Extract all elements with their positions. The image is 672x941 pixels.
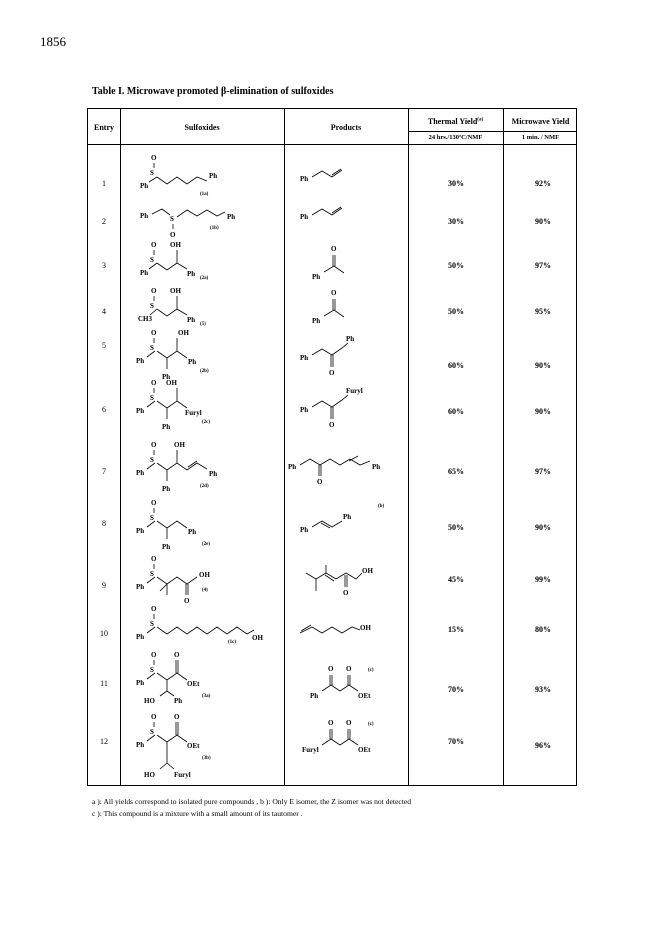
svg-text:HO: HO	[144, 771, 155, 779]
product-structure	[300, 711, 400, 771]
sulfoxide-structure	[130, 151, 270, 203]
thermal-yield: 45%	[448, 575, 464, 584]
table-row	[88, 239, 578, 289]
svg-text:OEt: OEt	[358, 746, 371, 754]
thermal-yield: 70%	[448, 685, 464, 694]
header-thermal	[408, 117, 503, 126]
svg-text:Ph: Ph	[346, 335, 355, 343]
svg-text:(b): (b)	[378, 504, 385, 509]
entry-number: 7	[102, 467, 106, 476]
svg-text:Ph: Ph	[140, 182, 149, 190]
svg-text:Ph: Ph	[372, 463, 381, 471]
svg-text:Ph: Ph	[136, 407, 145, 415]
svg-text:Ph: Ph	[162, 423, 171, 431]
svg-text:O: O	[328, 719, 334, 727]
svg-text:Ph: Ph	[187, 270, 196, 278]
svg-text:S: S	[150, 514, 154, 522]
product-structure	[300, 151, 400, 201]
header-products: Products	[330, 123, 362, 132]
svg-text:O: O	[151, 713, 157, 721]
svg-text:(3a): (3a)	[202, 694, 211, 699]
svg-text:S: S	[150, 620, 154, 628]
svg-text:S: S	[150, 570, 154, 578]
microwave-yield: 80%	[535, 625, 551, 634]
svg-text:S: S	[170, 215, 174, 223]
entry-number: 5	[102, 341, 106, 350]
microwave-yield: 90%	[535, 361, 551, 370]
entry-number: 2	[102, 217, 106, 226]
product-structure	[288, 439, 408, 497]
svg-text:S: S	[150, 169, 154, 177]
product-structure	[300, 285, 400, 333]
svg-text:O: O	[329, 421, 335, 429]
svg-text:O: O	[331, 245, 337, 253]
entry-number: 9	[102, 581, 106, 590]
svg-text:OH: OH	[360, 624, 371, 632]
microwave-yield: 90%	[535, 407, 551, 416]
svg-text:Ph: Ph	[312, 317, 321, 325]
thermal-yield: 70%	[448, 737, 464, 746]
product-structure	[300, 603, 410, 655]
svg-text:S: S	[150, 256, 154, 264]
svg-text:Furyl: Furyl	[185, 409, 202, 417]
thermal-yield: 60%	[448, 407, 464, 416]
sulfoxide-structure	[130, 649, 270, 711]
svg-text:O: O	[331, 289, 337, 297]
svg-text:Furyl: Furyl	[302, 746, 319, 754]
svg-text:OEt: OEt	[358, 692, 371, 700]
svg-text:Ph: Ph	[300, 175, 309, 183]
product-structure	[300, 497, 400, 553]
svg-text:O: O	[170, 231, 176, 239]
svg-text:OEt: OEt	[187, 680, 200, 688]
table-row	[88, 497, 578, 553]
svg-text:O: O	[174, 713, 180, 721]
header-subrule	[408, 131, 576, 132]
thermal-yield: 50%	[448, 523, 464, 532]
microwave-yield: 93%	[535, 685, 551, 694]
svg-text:S: S	[150, 456, 154, 464]
svg-text:OH: OH	[252, 634, 263, 642]
svg-text:Ph: Ph	[187, 316, 196, 324]
svg-text:Ph: Ph	[288, 463, 297, 471]
svg-text:OH: OH	[166, 379, 177, 387]
table-row	[88, 711, 578, 783]
svg-text:OH: OH	[362, 567, 373, 575]
thermal-yield: 30%	[448, 217, 464, 226]
svg-text:O: O	[151, 329, 157, 337]
svg-text:O: O	[151, 651, 157, 659]
sulfoxide-structure	[130, 285, 270, 333]
svg-text:Ph: Ph	[136, 469, 145, 477]
sulfoxide-structure	[130, 711, 270, 783]
svg-text:(c): (c)	[368, 668, 374, 673]
entry-number: 11	[100, 679, 108, 688]
microwave-yield: 90%	[535, 523, 551, 532]
svg-text:O: O	[317, 478, 323, 486]
microwave-yield: 92%	[535, 179, 551, 188]
results-table	[87, 108, 577, 786]
svg-text:OH: OH	[199, 571, 210, 579]
svg-text:Ph: Ph	[343, 513, 352, 521]
svg-text:O: O	[151, 154, 157, 162]
thermal-yield: 30%	[448, 179, 464, 188]
svg-text:Ph: Ph	[136, 583, 145, 591]
thermal-yield: 60%	[448, 361, 464, 370]
svg-text:Ph: Ph	[140, 269, 149, 277]
svg-text:S: S	[150, 344, 154, 352]
svg-text:O: O	[343, 589, 349, 597]
svg-text:O: O	[151, 605, 157, 613]
thermal-yield: 50%	[448, 307, 464, 316]
header-rule	[88, 144, 576, 145]
thermal-yield: 65%	[448, 467, 464, 476]
svg-text:(1a): (1a)	[200, 192, 209, 197]
entry-number: 3	[102, 261, 106, 270]
header-thermal-conditions: 24 hrs./130ºC/NMF	[428, 134, 483, 141]
svg-text:HO: HO	[144, 697, 155, 705]
page-number: 1856	[40, 34, 66, 49]
entry-number: 1	[102, 179, 106, 188]
svg-text:Ph: Ph	[209, 470, 218, 478]
svg-text:(c): (c)	[368, 722, 374, 727]
product-structure	[300, 377, 400, 439]
svg-text:O: O	[151, 379, 157, 387]
svg-text:(2e): (2e)	[202, 542, 211, 547]
svg-text:Ph: Ph	[300, 354, 309, 362]
svg-text:(2a): (2a)	[200, 276, 209, 281]
svg-text:OH: OH	[170, 241, 181, 249]
sulfoxide-structure	[130, 377, 270, 439]
microwave-yield: 95%	[535, 307, 551, 316]
table-row	[88, 649, 578, 711]
entry-number: 8	[102, 519, 106, 528]
svg-text:O: O	[329, 369, 335, 377]
svg-text:Ph: Ph	[188, 358, 197, 366]
svg-text:O: O	[346, 719, 352, 727]
thermal-yield: 15%	[448, 625, 464, 634]
microwave-yield: 96%	[535, 741, 551, 750]
footnote: c ): This compound is a mixture with a small amount of its tautomer .	[92, 809, 303, 818]
svg-text:(2b): (2b)	[200, 369, 209, 374]
svg-text:O: O	[151, 555, 157, 563]
svg-text:Ph: Ph	[162, 373, 171, 381]
svg-text:Ph: Ph	[136, 679, 145, 687]
svg-text:Ph: Ph	[162, 485, 171, 493]
svg-text:OH: OH	[174, 441, 185, 449]
svg-text:Ph: Ph	[136, 527, 145, 535]
svg-text:CH3: CH3	[138, 315, 152, 323]
svg-text:Ph: Ph	[162, 543, 171, 551]
svg-text:O: O	[151, 241, 157, 249]
svg-text:Ph: Ph	[300, 406, 309, 414]
svg-text:Ph: Ph	[140, 212, 149, 220]
svg-text:Furyl: Furyl	[346, 387, 363, 395]
svg-text:Ph: Ph	[136, 357, 145, 365]
svg-text:O: O	[328, 665, 334, 673]
table-row	[88, 603, 578, 655]
svg-text:Ph: Ph	[310, 692, 319, 700]
table-row	[88, 439, 578, 497]
product-structure	[300, 649, 400, 711]
svg-text:Ph: Ph	[300, 526, 309, 534]
svg-text:Ph: Ph	[312, 273, 321, 281]
svg-text:O: O	[151, 441, 157, 449]
svg-text:(1c): (1c)	[228, 640, 237, 645]
entry-number: 12	[100, 737, 108, 746]
svg-text:Ph: Ph	[209, 172, 218, 180]
entry-number: 6	[102, 405, 106, 414]
header-thermal-note: (a)	[477, 117, 484, 123]
entry-number: 4	[102, 307, 106, 316]
svg-text:(2c): (2c)	[202, 420, 211, 425]
svg-text:S: S	[150, 728, 154, 736]
svg-text:Ph: Ph	[174, 697, 183, 705]
footnote: a ): All yields correspond to isolated pure compounds , b ): Only E isomer, the Z isomer was not detected	[92, 797, 411, 806]
product-structure	[300, 327, 400, 383]
svg-text:S: S	[150, 394, 154, 402]
product-structure	[300, 553, 400, 605]
svg-text:OEt: OEt	[187, 742, 200, 750]
svg-text:S: S	[150, 666, 154, 674]
sulfoxide-structure	[130, 603, 290, 655]
svg-text:(4): (4)	[202, 588, 208, 593]
header-microwave: Microwave Yield	[511, 117, 570, 126]
product-structure	[300, 239, 400, 289]
table-row	[88, 377, 578, 439]
svg-text:Ph: Ph	[227, 213, 236, 221]
svg-text:(1b): (1b)	[210, 226, 219, 231]
sulfoxide-structure	[130, 497, 270, 555]
svg-text:O: O	[346, 665, 352, 673]
table-row	[88, 285, 578, 333]
sulfoxide-structure	[130, 553, 270, 607]
header-sulfoxides: Sulfoxides	[184, 123, 220, 132]
entry-number: 10	[100, 629, 108, 638]
svg-text:O: O	[184, 597, 190, 605]
svg-text:(3b): (3b)	[202, 756, 211, 761]
microwave-yield: 99%	[535, 575, 551, 584]
table-row	[88, 327, 578, 381]
svg-text:Ph: Ph	[136, 633, 145, 641]
header-entry: Entry	[94, 123, 114, 132]
svg-text:Ph: Ph	[300, 213, 309, 221]
sulfoxide-structure	[130, 239, 270, 289]
microwave-yield: 97%	[535, 467, 551, 476]
svg-text:OH: OH	[170, 287, 181, 295]
header-thermal-label: Thermal Yield	[427, 117, 478, 126]
svg-text:O: O	[151, 287, 157, 295]
svg-text:Ph: Ph	[136, 741, 145, 749]
svg-text:OH: OH	[178, 329, 189, 337]
table-row	[88, 553, 578, 605]
svg-text:Ph: Ph	[188, 528, 197, 536]
header-microwave-conditions: 1 min. / NMF	[521, 134, 560, 141]
microwave-yield: 97%	[535, 261, 551, 270]
svg-text:S: S	[150, 302, 154, 310]
svg-text:O: O	[174, 651, 180, 659]
table-row	[88, 151, 578, 205]
microwave-yield: 90%	[535, 217, 551, 226]
thermal-yield: 50%	[448, 261, 464, 270]
svg-text:Furyl: Furyl	[174, 771, 191, 779]
table-caption: Table I. Microwave promoted β-elimination of sulfoxides	[92, 86, 334, 97]
svg-text:(2d): (2d)	[200, 484, 209, 489]
sulfoxide-structure	[130, 439, 280, 499]
svg-text:(5): (5)	[200, 322, 206, 327]
svg-text:O: O	[151, 499, 157, 507]
